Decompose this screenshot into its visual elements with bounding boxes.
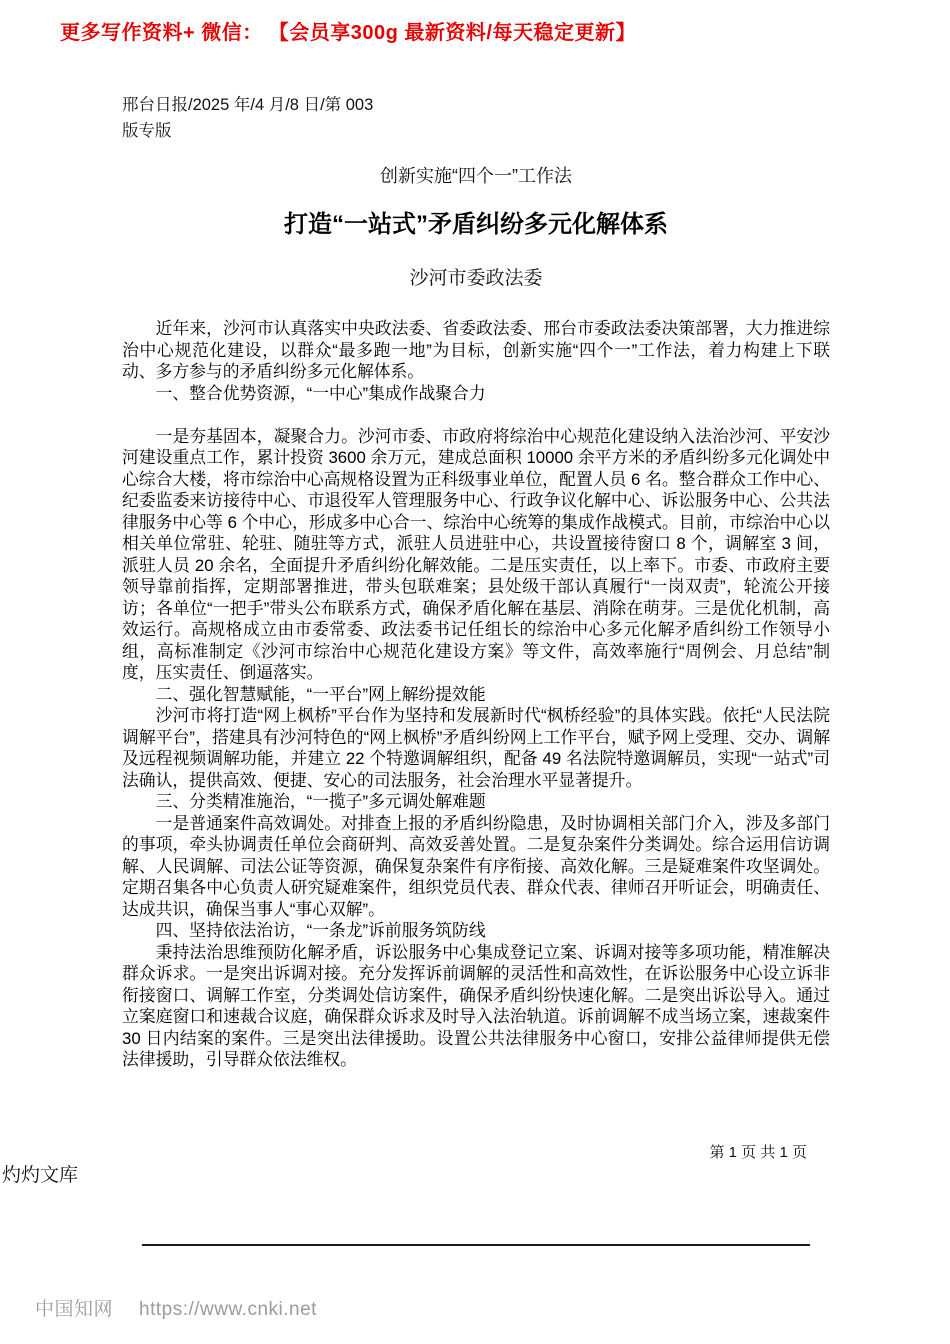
article xyxy=(122,92,830,1071)
cnki-watermark xyxy=(35,1294,317,1321)
body-paragraph: 秉持法治思维预防化解矛盾，诉讼服务中心集成登记立案、诉调对接等多项功能，精准解决群众诉求。一是突出诉调对接。充分发挥诉前调解的灵活性和高效性，在诉讼服务中心设立诉非衔接窗口、调解工作室，分类调处信访案件，确保矛盾纠纷快速化解。二是突出诉讼导入。通过立案庭窗口和速裁合议庭，确保群众诉求及时导入法治轨道。诉前调解不成当场立案，速裁案件 30 日内结案的案件。三是突出法律援助。设置公共法律服务中心窗口，安排公益律师提供无偿法律援助，引导群众依法维权。 xyxy=(122,942,830,1069)
cnki-brand: 中国知网 xyxy=(35,1299,114,1320)
source-citation-line2: 版专版 xyxy=(122,122,172,140)
promo-banner-text: 更多写作资料+ 微信： 【会员享300g 最新资料/每天稳定更新】 xyxy=(60,22,636,44)
body-paragraph: 沙河市将打造“网上枫桥”平台作为坚持和发展新时代“枫桥经验”的具体实践。依托“人民法院调解平台”，搭建具有沙河特色的“网上枫桥”矛盾纠纷网上工作平台，赋予网上受理、交办、调解及远程视频调解功能，并建立 22 个特邀调解组织，配备 49 名法院特邀调解员，实现“一站式”司法确认，提供高效、便捷、安心的司法服务，社会治理水平显著提升。 xyxy=(122,706,830,790)
article-title: 打造“一站式”矛盾纠纷多元化解体系 xyxy=(284,211,668,238)
section-heading: 三、分类精准施治，“一揽子”多元调处解难题 xyxy=(155,792,486,811)
article-author: 沙河市委政法委 xyxy=(409,268,543,289)
article-subtitle: 创新实施“四个一”工作法 xyxy=(380,166,572,186)
section-heading: 一、整合优势资源，“一中心”集成作战聚合力 xyxy=(155,383,486,403)
body-paragraph: 一是普通案件高效调处。对排查上报的矛盾纠纷隐患，及时协调相关部门介入，涉及多部门的事项，牵头协调责任单位会商研判、高效妥善处置。二是复杂案件分类调处。综合运用信访调解、人民调解、司法公证等资源，确保复杂案件有序衔接、高效化解。三是疑难案件攻坚调处。定期召集各中心负责人研究疑难案件，组织党员代表、群众代表、律师召开听证会，明确责任、达成共识，确保当事人“事心双解”。 xyxy=(122,813,830,919)
body-paragraph: 一是夯基固本，凝聚合力。沙河市委、市政府将综治中心规范化建设纳入法治沙河、平安沙河建设重点工作，累计投资 3600 余万元，建成总面积 10000 余平方米的矛盾纠纷多元化调处中心综合大楼，将市综治中心高规格设置为正科级事业单位，配置人员 6 名。整合群众工作中心、纪委监委来访接待中心、市退役军人管理服务中心、行政争议化解中心、诉讼服务中心、公共法律服务中心等 6 个中心，形成多中心合一、综治中心统筹的集成作战模式。目前，市综治中心以相关单位常驻、轮驻、随驻等方式，派驻人员进驻中心，共设置接待窗口 8 个，调解室 3 间，派驻人员 20 余名，全面提升矛盾纠纷化解效能。二是压实责任，以上率下。市委、市政府主要领导靠前指挥，定期部署推进，带头包联难案；县处级干部认真履行“一岗双责”，轮流公开接访；各单位“一把手”带头公布联系方式，确保矛盾化解在基层、消除在萌芽。三是优化机制，高效运行。高规格成立由市委常委、政法委书记任组长的综治中心多元化解矛盾纠纷工作领导小组，高标准制定《沙河市综治中心规范化建设方案》等文件，高效率施行“周例会、月总结”制度，压实责任、倒逼落实。 xyxy=(122,426,830,682)
source-citation-line1: 邢台日报/2025 年/4 月/8 日/第 003 xyxy=(122,96,374,114)
cnki-url: https://www.cnki.net xyxy=(139,1299,317,1320)
article-body xyxy=(122,318,830,1071)
source-citation xyxy=(122,92,830,144)
section-heading: 四、坚持依法治访，“一条龙”诉前服务筑防线 xyxy=(155,921,486,940)
body-paragraph: 近年来，沙河市认真落实中央政法委、省委政法委、邢台市委政法委决策部署，大力推进综治中心规范化建设，以群众“最多跑一地”为目标，创新实施“四个一”工作法，着力构建上下联动、多方参与的矛盾纠纷多元化解体系。 xyxy=(122,319,830,381)
library-watermark: 灼灼文库 xyxy=(2,1165,79,1186)
footer-divider xyxy=(142,1244,810,1246)
section-heading: 二、强化智慧赋能，“一平台”网上解纷提效能 xyxy=(155,684,486,704)
page-indicator: 第 1 页 共 1 页 xyxy=(709,1144,807,1161)
